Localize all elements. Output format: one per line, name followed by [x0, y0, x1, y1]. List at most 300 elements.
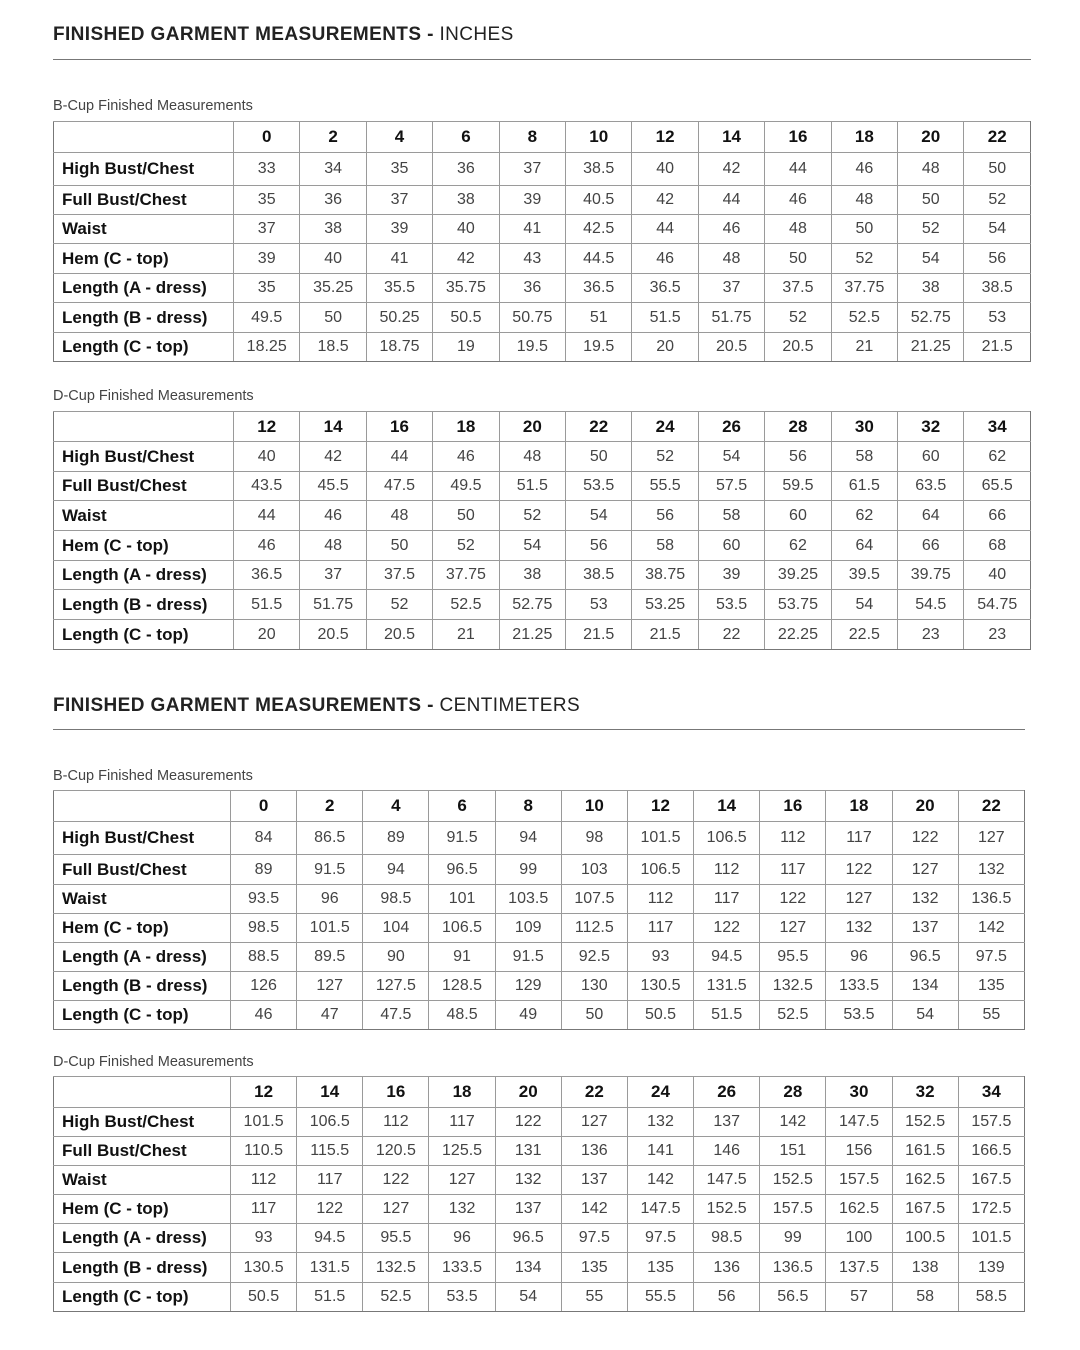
measurement-cell: 132.5 [760, 972, 826, 1001]
measurement-cell: 54 [495, 1283, 561, 1312]
measurement-cell: 101.5 [297, 914, 363, 943]
measurement-cell: 127 [561, 1108, 627, 1137]
measurement-cell: 38 [898, 274, 964, 303]
header-row [54, 791, 1025, 822]
measurement-cell: 122 [760, 885, 826, 914]
measurement-cell: 122 [495, 1108, 561, 1137]
measurement-cell: 21 [433, 620, 499, 650]
measurement-cell: 44 [632, 215, 698, 244]
measurement-cell: 48 [831, 186, 897, 215]
measurement-cell: 50 [964, 153, 1031, 186]
measurement-cell: 59.5 [765, 472, 831, 501]
measurement-cell: 101.5 [958, 1224, 1024, 1253]
measurement-cell: 37 [499, 153, 565, 186]
table-row [54, 914, 1025, 943]
measurement-cell: 52 [366, 590, 432, 620]
measurement-cell: 53 [566, 590, 632, 620]
size-header-cell: 16 [765, 122, 831, 153]
measurement-cell: 35 [366, 153, 432, 186]
measurement-cell: 60 [765, 501, 831, 531]
measurement-cell: 156 [826, 1137, 892, 1166]
size-header-cell: 30 [826, 1077, 892, 1108]
measurement-cell: 136.5 [958, 885, 1024, 914]
measurement-cell: 136 [561, 1137, 627, 1166]
measurement-cell: 104 [363, 914, 429, 943]
measurement-cell: 167.5 [892, 1195, 958, 1224]
table-row [54, 1108, 1025, 1137]
measurement-cell: 35.75 [433, 274, 499, 303]
measurement-cell: 138 [892, 1253, 958, 1283]
measurement-cell: 127 [958, 822, 1024, 855]
measurement-cell: 20 [234, 620, 300, 650]
measurement-cell: 22.5 [831, 620, 897, 650]
size-header-cell: 30 [831, 412, 897, 442]
measurement-cell: 49 [495, 1001, 561, 1030]
measurement-cell: 19.5 [566, 333, 632, 362]
header-row [54, 412, 1031, 442]
size-header-cell: 28 [760, 1077, 826, 1108]
measurement-cell: 56 [566, 531, 632, 561]
measurement-cell: 36 [433, 153, 499, 186]
measurement-cell: 52.75 [898, 303, 964, 333]
measurement-cell: 36 [300, 186, 366, 215]
measurement-cell: 54 [892, 1001, 958, 1030]
measurement-cell: 38.5 [566, 153, 632, 186]
measurement-cell: 112 [694, 855, 760, 885]
table-row [54, 620, 1031, 650]
measurement-cell: 54 [499, 531, 565, 561]
measurement-cell: 38 [433, 186, 499, 215]
measurement-cell: 54 [698, 442, 764, 472]
measurement-cell: 48.5 [429, 1001, 495, 1030]
table-row [54, 442, 1031, 472]
measurement-cell: 117 [760, 855, 826, 885]
measurement-cell: 36.5 [632, 274, 698, 303]
measurement-cell: 98.5 [231, 914, 297, 943]
measurement-cell: 35 [234, 274, 300, 303]
measurement-cell: 151 [760, 1137, 826, 1166]
size-header-cell: 20 [499, 412, 565, 442]
measurement-cell: 36 [499, 274, 565, 303]
measurement-cell: 46 [231, 1001, 297, 1030]
row-label: Length (A - dress) [54, 943, 231, 972]
table-row [54, 1001, 1025, 1030]
measurement-cell: 137 [694, 1108, 760, 1137]
measurement-cell: 53.5 [698, 590, 764, 620]
measurement-cell: 135 [958, 972, 1024, 1001]
measurement-cell: 122 [297, 1195, 363, 1224]
section-title-unit: CENTIMETERS [439, 695, 581, 716]
measurement-cell: 20.5 [765, 333, 831, 362]
measurement-cell: 18.5 [300, 333, 366, 362]
measurement-cell: 35.5 [366, 274, 432, 303]
measurement-cell: 98.5 [363, 885, 429, 914]
measurement-cell: 37.75 [433, 561, 499, 590]
size-header-cell: 16 [363, 1077, 429, 1108]
measurement-cell: 96.5 [495, 1224, 561, 1253]
header-corner-cell [54, 412, 234, 442]
row-label: Waist [54, 501, 234, 531]
table-row [54, 472, 1031, 501]
measurement-cell: 47.5 [366, 472, 432, 501]
measurement-cell: 120.5 [363, 1137, 429, 1166]
measurement-cell: 117 [297, 1166, 363, 1195]
size-header-cell: 16 [366, 412, 432, 442]
measurement-cell: 21.5 [632, 620, 698, 650]
measurement-cell: 52 [831, 244, 897, 274]
measurement-cell: 50 [566, 442, 632, 472]
measurement-cell: 112.5 [561, 914, 627, 943]
header-corner-cell [54, 791, 231, 822]
size-header-cell: 4 [366, 122, 432, 153]
measurement-cell: 132 [627, 1108, 693, 1137]
measurement-cell: 139 [958, 1253, 1024, 1283]
measurement-cell: 53.25 [632, 590, 698, 620]
measurement-cell: 55 [561, 1283, 627, 1312]
measurement-cell: 97.5 [627, 1224, 693, 1253]
measurement-cell: 100 [826, 1224, 892, 1253]
measurement-cell: 112 [363, 1108, 429, 1137]
measurement-cell: 134 [495, 1253, 561, 1283]
measurement-cell: 57 [826, 1283, 892, 1312]
measurement-cell: 50 [765, 244, 831, 274]
measurement-cell: 18.25 [234, 333, 300, 362]
size-header-cell: 32 [898, 412, 964, 442]
measurement-cell: 112 [760, 822, 826, 855]
measurement-cell: 37 [300, 561, 366, 590]
measurement-cell: 21 [831, 333, 897, 362]
measurement-cell: 40 [433, 215, 499, 244]
measurement-cell: 46 [632, 244, 698, 274]
measurement-cell: 50.5 [627, 1001, 693, 1030]
measurement-cell: 112 [627, 885, 693, 914]
measurement-cell: 42 [433, 244, 499, 274]
measurement-cell: 53.5 [826, 1001, 892, 1030]
measurement-cell: 96 [297, 885, 363, 914]
measurement-cell: 133.5 [429, 1253, 495, 1283]
row-label: High Bust/Chest [54, 442, 234, 472]
table-row [54, 1166, 1025, 1195]
measurement-cell: 91.5 [297, 855, 363, 885]
measurement-cell: 130 [561, 972, 627, 1001]
measurement-cell: 106.5 [297, 1108, 363, 1137]
measurement-cell: 20.5 [300, 620, 366, 650]
measurement-cell: 58 [831, 442, 897, 472]
measurement-cell: 45.5 [300, 472, 366, 501]
measurement-cell: 126 [231, 972, 297, 1001]
section-divider [53, 59, 1031, 60]
row-label: Hem (C - top) [54, 914, 231, 943]
measurement-cell: 51.5 [632, 303, 698, 333]
measurement-cell: 56.5 [760, 1283, 826, 1312]
table-row [54, 153, 1031, 186]
measurement-cell: 132 [495, 1166, 561, 1195]
measurement-cell: 58.5 [958, 1283, 1024, 1312]
measurement-cell: 53.5 [429, 1283, 495, 1312]
measurement-cell: 84 [231, 822, 297, 855]
size-header-cell: 20 [898, 122, 964, 153]
table-caption: B-Cup Finished Measurements [53, 768, 253, 784]
measurement-cell: 37 [234, 215, 300, 244]
measurement-cell: 92.5 [561, 943, 627, 972]
measurement-cell: 42.5 [566, 215, 632, 244]
measurement-cell: 62 [765, 531, 831, 561]
size-header-cell: 16 [760, 791, 826, 822]
section-divider [53, 729, 1025, 730]
measurement-cell: 127 [826, 885, 892, 914]
measurement-cell: 40.5 [566, 186, 632, 215]
measurement-cell: 135 [627, 1253, 693, 1283]
row-label: Length (A - dress) [54, 1224, 231, 1253]
measurement-cell: 96 [826, 943, 892, 972]
measurement-cell: 90 [363, 943, 429, 972]
measurement-table-inches-d-cup [53, 411, 1031, 650]
measurement-cell: 65.5 [964, 472, 1031, 501]
table-row [54, 333, 1031, 362]
measurement-cell: 127 [760, 914, 826, 943]
measurement-cell: 157.5 [826, 1166, 892, 1195]
measurement-cell: 53.5 [566, 472, 632, 501]
measurement-cell: 20.5 [698, 333, 764, 362]
section-title-main: FINISHED GARMENT MEASUREMENTS - [53, 695, 440, 716]
measurement-cell: 21.5 [566, 620, 632, 650]
measurement-cell: 147.5 [694, 1166, 760, 1195]
header-row [54, 1077, 1025, 1108]
measurement-cell: 64 [831, 531, 897, 561]
table-row [54, 531, 1031, 561]
measurement-cell: 50.75 [499, 303, 565, 333]
size-header-cell: 28 [765, 412, 831, 442]
measurement-cell: 51.5 [499, 472, 565, 501]
header-corner-cell [54, 1077, 231, 1108]
measurement-cell: 23 [898, 620, 964, 650]
measurement-cell: 91 [429, 943, 495, 972]
measurement-cell: 66 [964, 501, 1031, 531]
measurement-cell: 58 [892, 1283, 958, 1312]
measurement-cell: 37 [366, 186, 432, 215]
measurement-cell: 107.5 [561, 885, 627, 914]
size-header-cell: 8 [495, 791, 561, 822]
measurement-cell: 38.5 [964, 274, 1031, 303]
measurement-cell: 50 [366, 531, 432, 561]
measurement-cell: 135 [561, 1253, 627, 1283]
table-caption: B-Cup Finished Measurements [53, 98, 253, 114]
measurement-cell: 54 [964, 215, 1031, 244]
measurement-cell: 19 [433, 333, 499, 362]
measurement-cell: 142 [561, 1195, 627, 1224]
measurement-cell: 112 [231, 1166, 297, 1195]
measurement-cell: 22.25 [765, 620, 831, 650]
measurement-cell: 58 [632, 531, 698, 561]
measurement-cell: 22 [698, 620, 764, 650]
measurement-cell: 127 [297, 972, 363, 1001]
measurement-cell: 93.5 [231, 885, 297, 914]
measurement-cell: 137 [495, 1195, 561, 1224]
measurement-cell: 142 [760, 1108, 826, 1137]
measurement-cell: 20.5 [366, 620, 432, 650]
measurement-cell: 63.5 [898, 472, 964, 501]
row-label: Waist [54, 215, 234, 244]
measurement-cell: 48 [366, 501, 432, 531]
measurement-cell: 130.5 [231, 1253, 297, 1283]
measurement-cell: 49.5 [433, 472, 499, 501]
row-label: Full Bust/Chest [54, 1137, 231, 1166]
row-label: Length (B - dress) [54, 590, 234, 620]
measurement-cell: 93 [627, 943, 693, 972]
row-label: Length (C - top) [54, 333, 234, 362]
measurement-cell: 55.5 [627, 1283, 693, 1312]
table-row [54, 215, 1031, 244]
size-header-cell: 24 [627, 1077, 693, 1108]
section-title-main: FINISHED GARMENT MEASUREMENTS - [53, 24, 440, 45]
measurement-cell: 55 [958, 1001, 1024, 1030]
measurement-cell: 86.5 [297, 822, 363, 855]
measurement-cell: 41 [499, 215, 565, 244]
size-header-cell: 24 [632, 412, 698, 442]
measurement-cell: 99 [495, 855, 561, 885]
measurement-cell: 57.5 [698, 472, 764, 501]
measurement-cell: 101.5 [627, 822, 693, 855]
row-label: Full Bust/Chest [54, 855, 231, 885]
measurement-cell: 88.5 [231, 943, 297, 972]
measurement-cell: 52.5 [760, 1001, 826, 1030]
measurement-cell: 142 [958, 914, 1024, 943]
row-label: Length (C - top) [54, 620, 234, 650]
size-header-cell: 2 [300, 122, 366, 153]
measurement-cell: 54 [831, 590, 897, 620]
table-row [54, 972, 1025, 1001]
measurement-cell: 133.5 [826, 972, 892, 1001]
measurement-cell: 152.5 [694, 1195, 760, 1224]
row-label: Waist [54, 1166, 231, 1195]
measurement-cell: 53.75 [765, 590, 831, 620]
measurement-cell: 64 [898, 501, 964, 531]
measurement-cell: 35 [234, 186, 300, 215]
measurement-cell: 122 [694, 914, 760, 943]
measurement-cell: 117 [231, 1195, 297, 1224]
measurement-cell: 52.75 [499, 590, 565, 620]
row-label: Full Bust/Chest [54, 186, 234, 215]
row-label: Length (C - top) [54, 1283, 231, 1312]
size-header-cell: 18 [429, 1077, 495, 1108]
row-label: Length (B - dress) [54, 1253, 231, 1283]
table-row [54, 501, 1031, 531]
measurement-cell: 41 [366, 244, 432, 274]
measurement-cell: 89 [231, 855, 297, 885]
measurement-cell: 103 [561, 855, 627, 885]
measurement-cell: 89 [363, 822, 429, 855]
table-row [54, 186, 1031, 215]
measurement-cell: 50.25 [366, 303, 432, 333]
measurement-cell: 122 [892, 822, 958, 855]
measurement-cell: 137 [561, 1166, 627, 1195]
measurement-cell: 106.5 [627, 855, 693, 885]
measurement-cell: 60 [898, 442, 964, 472]
size-header-cell: 22 [958, 791, 1024, 822]
size-header-cell: 12 [632, 122, 698, 153]
measurement-cell: 117 [826, 822, 892, 855]
measurement-cell: 42 [698, 153, 764, 186]
measurement-cell: 39.25 [765, 561, 831, 590]
measurement-cell: 161.5 [892, 1137, 958, 1166]
row-label: Length (A - dress) [54, 561, 234, 590]
measurement-cell: 91.5 [495, 943, 561, 972]
size-header-cell: 26 [694, 1077, 760, 1108]
measurement-cell: 52 [433, 531, 499, 561]
measurement-cell: 157.5 [958, 1108, 1024, 1137]
table-row [54, 855, 1025, 885]
size-header-cell: 26 [698, 412, 764, 442]
measurement-cell: 56 [765, 442, 831, 472]
measurement-cell: 94.5 [297, 1224, 363, 1253]
measurement-cell: 131 [495, 1137, 561, 1166]
measurement-cell: 50 [561, 1001, 627, 1030]
measurement-cell: 97.5 [561, 1224, 627, 1253]
measurement-cell: 18.75 [366, 333, 432, 362]
measurement-cell: 66 [898, 531, 964, 561]
table-row [54, 1195, 1025, 1224]
measurement-cell: 106.5 [694, 822, 760, 855]
table-row [54, 244, 1031, 274]
measurement-cell: 101.5 [231, 1108, 297, 1137]
measurement-cell: 37 [698, 274, 764, 303]
measurement-cell: 167.5 [958, 1166, 1024, 1195]
measurement-cell: 61.5 [831, 472, 897, 501]
measurement-cell: 60 [698, 531, 764, 561]
measurement-cell: 50 [300, 303, 366, 333]
measurement-cell: 132 [429, 1195, 495, 1224]
size-header-cell: 8 [499, 122, 565, 153]
measurement-cell: 58 [698, 501, 764, 531]
measurement-cell: 52.5 [363, 1283, 429, 1312]
measurement-cell: 95.5 [363, 1224, 429, 1253]
measurement-cell: 136.5 [760, 1253, 826, 1283]
measurement-cell: 40 [632, 153, 698, 186]
measurement-cell: 91.5 [429, 822, 495, 855]
measurement-cell: 51.5 [694, 1001, 760, 1030]
measurement-cell: 52 [898, 215, 964, 244]
measurement-cell: 37.5 [366, 561, 432, 590]
size-header-cell: 34 [964, 412, 1031, 442]
row-label: Hem (C - top) [54, 531, 234, 561]
header-row [54, 122, 1031, 153]
measurement-cell: 54 [898, 244, 964, 274]
section-title-unit: INCHES [439, 24, 514, 45]
size-header-cell: 12 [234, 412, 300, 442]
size-header-cell: 10 [566, 122, 632, 153]
table-row [54, 1137, 1025, 1166]
measurement-cell: 47.5 [363, 1001, 429, 1030]
measurement-cell: 38.5 [566, 561, 632, 590]
measurement-cell: 19.5 [499, 333, 565, 362]
measurement-cell: 52 [964, 186, 1031, 215]
measurement-cell: 55.5 [632, 472, 698, 501]
measurement-cell: 51 [566, 303, 632, 333]
measurement-cell: 109 [495, 914, 561, 943]
measurement-cell: 34 [300, 153, 366, 186]
measurement-cell: 132.5 [363, 1253, 429, 1283]
measurement-cell: 54.75 [964, 590, 1031, 620]
measurement-cell: 39 [366, 215, 432, 244]
measurement-cell: 89.5 [297, 943, 363, 972]
measurement-cell: 35.25 [300, 274, 366, 303]
measurement-cell: 172.5 [958, 1195, 1024, 1224]
measurement-cell: 136 [694, 1253, 760, 1283]
measurement-cell: 39 [499, 186, 565, 215]
measurement-table-cm-d-cup [53, 1076, 1025, 1312]
measurement-cell: 38 [300, 215, 366, 244]
measurement-cell: 21.25 [898, 333, 964, 362]
